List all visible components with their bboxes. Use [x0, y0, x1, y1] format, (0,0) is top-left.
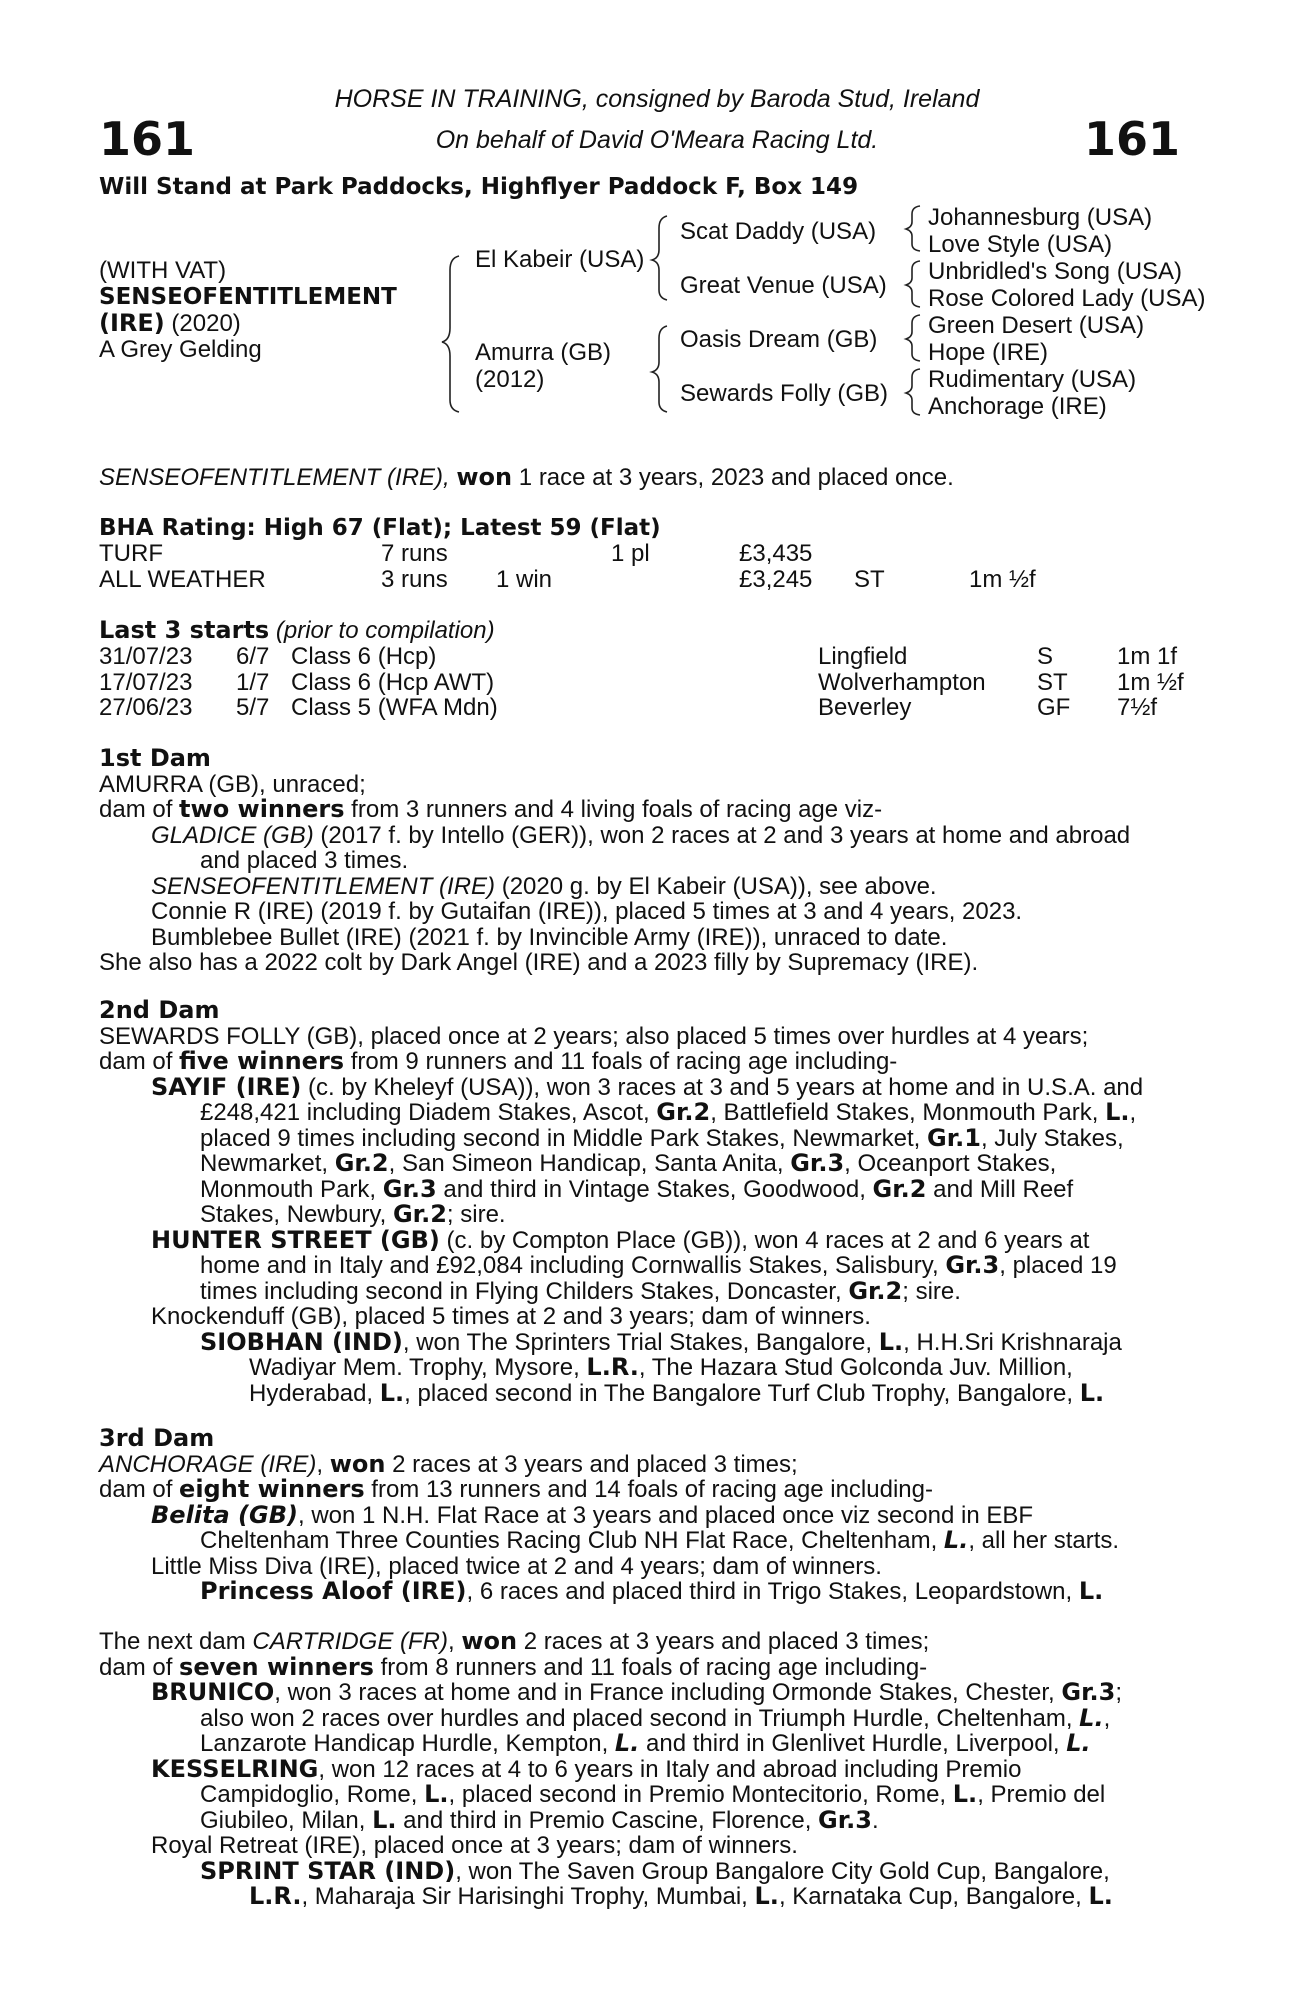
on-behalf-line: On behalf of David O'Meara Racing Ltd. — [435, 126, 879, 154]
lot-number-left: 161 — [99, 112, 196, 166]
section-heading: 1st Dam — [99, 744, 211, 772]
dds: Rudimentary (USA) — [928, 366, 1137, 393]
dam-dam: Sewards Folly (GB) — [680, 380, 889, 407]
consignor-line: HORSE IN TRAINING, consigned by Baroda Stud, Ireland — [334, 85, 980, 113]
ssd: Love Style (USA) — [928, 231, 1113, 258]
rating-title: BHA Rating: High 67 (Flat); Latest 59 (Flat) — [99, 515, 661, 541]
dss: Green Desert (USA) — [928, 312, 1145, 339]
next-dam-section: The next dam CARTRIDGE (FR), won 2 races at 3 years and placed 3 times; dam of seven winners from 8 runners and 11 foals of racing age including- BRUNICO, won 3 races at home and in France including Ormonde Stakes, Chester, Gr.3; also won 2 races over hurdles and placed second in Triumph Hurdle, Cheltenham, L., Lanzarote Handicap Hurdle, Kempton, L. and third in Glenlivet Hurdle, Liverpool, L. KESSELRING, won 12 races at 4 to 6 years in Italy and abroad including Premio Campidoglio, Rome, L., placed second in Premio Montecitorio, Rome, L., Premio del Giubileo, Milan, L. and third in Premio Cascine, Florence, Gr.3. Royal Retreat (IRE), placed once at 3 years; dam of winners. SPRINT STAR (IND), won The Saven Group Bangalore City Gold Cup, Bangalore, L.R., Maharaja Sir Harisinghi Trophy, Mumbai, L., Karnataka Cup, Bangalore, L. — [99, 1627, 1122, 1910]
horse-origin-year: (IRE) (2020) — [99, 309, 241, 337]
second-dam-section: 2nd Dam SEWARDS FOLLY (GB), placed once at 2 years; also placed 5 times over hurdles at 4 years; dam of five winners from 9 runners and 11 foals of racing age including- SAYIF (IRE) (c. by Kheleyf (USA)), won 3 races at 3 and 5 years at home and in U.S.A. and £248,421 including Diadem Stakes, Ascot, Gr.2, Battlefield Stakes, Monmouth Park, L., placed 9 times including second in Middle Park Stakes, Newmarket, Gr.1, July Stakes, Newmarket, Gr.2, San Simeon Handicap, Santa Anita, Gr.3, Oceanport Stakes, Monmouth Park, Gr.3 and third in Vintage Stakes, Goodwood, Gr.2 and Mill Reef Stakes, Newbury, Gr.2; sire. HUNTER STREET (GB) (c. by Compton Place (GB)), won 4 races at 2 and 6 years at home and in Italy and £92,084 including Cornwallis Stakes, Salisbury, Gr.3, placed 19 times including second in Flying Childers Stakes, Doncaster, Gr.2; sire. Knockenduff (GB), placed 5 times at 2 and 3 years; dam of winners. SIOBHAN (IND), won The Sprinters Trial Stakes, Bangalore, L., H.H.Sri Krishnaraja Wadiyar Mem. Trophy, Mysore, L.R., The Hazara Stud Golconda Juv. Million, Hyderabad, L., placed second in The Bangalore Turf Club Trophy, Bangalore, L. — [99, 998, 1209, 1406]
start-row: 27/06/23 5/7 Class 5 (WFA Mdn) Beverley GF 7½f — [99, 694, 1158, 721]
dam-sire: Oasis Dream (GB) — [680, 326, 878, 353]
dam-year: (2012) — [475, 366, 545, 393]
section-heading: 2nd Dam — [99, 996, 220, 1024]
third-dam-section: 3rd Dam ANCHORAGE (IRE), won 2 races at 3 years and placed 3 times; dam of eight winners from 13 runners and 14 foals of racing age including- Belita (GB), won 1 N.H. Flat Race at 3 years and placed once viz second in EBF Cheltenham Three Counties Racing Club NH Flat Race, Cheltenham, L., all her starts. Little Miss Diva (IRE), placed twice at 2 and 4 years; dam of winners. Princess Aloof (IRE), 6 races and placed third in Trigo Stakes, Leopardstown, L. — [99, 1426, 1209, 1605]
sire-dam: Great Venue (USA) — [680, 272, 887, 299]
sss: Johannesburg (USA) — [928, 204, 1153, 231]
rating-table — [99, 541, 1036, 592]
horse-name: SENSEOFENTITLEMENT — [99, 284, 397, 310]
lot-number-right: 161 — [1084, 112, 1181, 166]
race-summary: SENSEOFENTITLEMENT (IRE), won 1 race at 3 years, 2023 and placed once. — [99, 463, 954, 491]
sire: El Kabeir (USA) — [475, 246, 645, 273]
rating-row: ALL WEATHER 3 runs 1 win £3,245 ST 1m ½f — [99, 565, 1036, 593]
sdd: Rose Colored Lady (USA) — [928, 285, 1206, 312]
dsd: Hope (IRE) — [928, 339, 1049, 366]
first-dam-section: 1st Dam AMURRA (GB), unraced; dam of two winners from 3 runners and 4 living foals of racing age viz- GLADICE (GB) (2017 f. by Intello (GER)), won 2 races at 2 and 3 years at home and abroad and placed 3 times. SENSEOFENTITLEMENT (IRE) (2020 g. by El Kabeir (USA)), see above. Connie R (IRE) (2019 f. by Gutaifan (IRE)), placed 5 times at 3 and 4 years, 2023. Bumblebee Bullet (IRE) (2021 f. by Invincible Army (IRE)), unraced to date. She also has a 2022 colt by Dark Angel (IRE) and a 2023 filly by Supremacy (IRE). — [99, 746, 1209, 976]
sds: Unbridled's Song (USA) — [928, 258, 1183, 285]
section-heading: 3rd Dam — [99, 1424, 215, 1452]
dam: Amurra (GB) — [475, 339, 612, 366]
stand-location: Will Stand at Park Paddocks, Highflyer Paddock F, Box 149 — [99, 174, 859, 200]
ddd: Anchorage (IRE) — [928, 393, 1107, 420]
start-row: 31/07/23 6/7 Class 6 (Hcp) Lingfield S 1m 1f — [99, 643, 1178, 670]
horse-description: A Grey Gelding — [99, 336, 262, 363]
last-starts-title: Last 3 starts (prior to compilation) — [99, 616, 495, 644]
sire-sire: Scat Daddy (USA) — [680, 218, 877, 245]
rating-row: TURF 7 runs 1 pl £3,435 — [99, 540, 813, 567]
last-starts-table — [99, 644, 1184, 721]
start-row: 17/07/23 1/7 Class 6 (Hcp AWT) Wolverhampton ST 1m ½f — [99, 668, 1184, 696]
vat-note: (WITH VAT) — [99, 257, 227, 284]
